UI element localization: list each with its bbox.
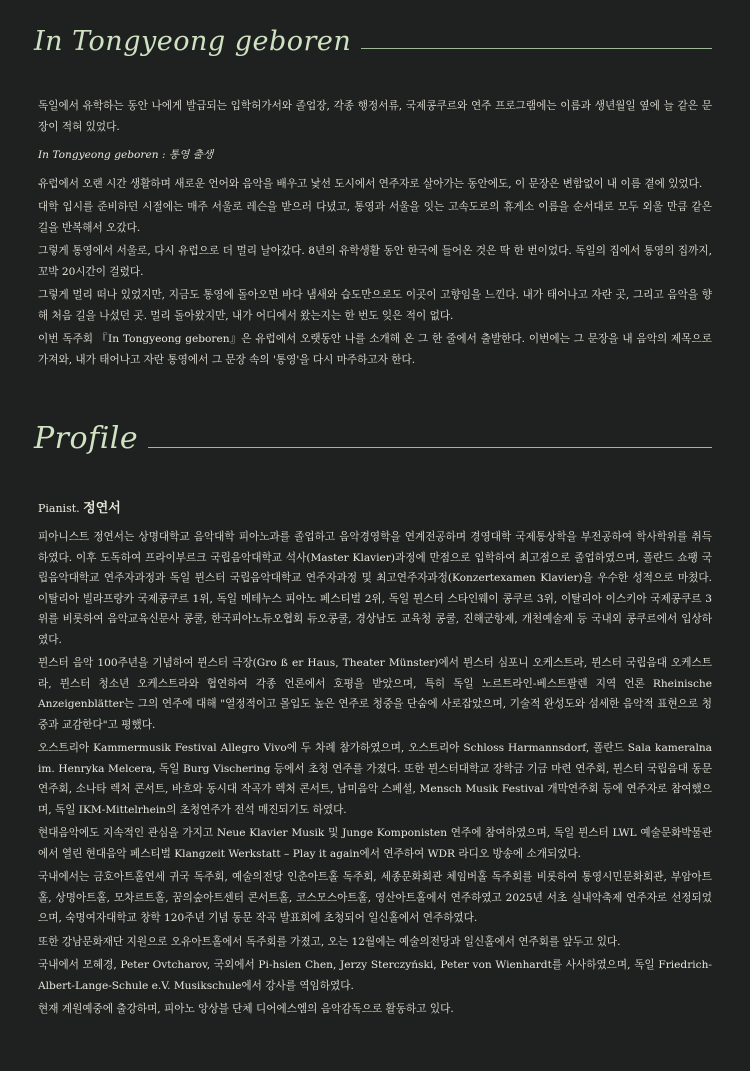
paragraph: 국내에서 모혜경, Peter Ovtcharov, 국외에서 Pi-hsien Chen, Jerzy Sterczyński, Peter von Wienhardt를 사사하였으며, 독일 Friedrich-Albert-Lange-Schule e.V. Musikschule에서 강사를 역임하였다. <box>38 959 712 992</box>
paragraph: 국내에서는 금호아트홀연세 귀국 독주회, 예술의전당 인춘아트홀 독주회, 세종문화회관 체임버홀 독주회를 비롯하여 통영시민문화회관, 부암아트홀, 상명아트홀, 모차르트홀, 꿈의숲아트센터 콘서트홀, 코스모스아트홀, 영산아트홀에서 연주하였고 2025년 서초 실내악축제 연주자로 선정되었으며, 숙명여자대학교 창학 120주년 기념 동문 작곡 발표회에 초청되어 일신홀에서 연주하였다. <box>38 871 712 924</box>
paragraph: 피아니스트 정연서는 상명대학교 음악대학 피아노과를 졸업하고 음악경영학을 연계전공하며 경영대학 국제통상학을 부전공하여 학사학위를 취득하였다. 이후 도독하여 프라이부르크 국립음악대학교 석사(Master Klavier)과정에 만점으로 입학하여 최고점으로 졸업하였으며, 폴란드 쇼팽 국립음악대학교 연주자과정과 독일 뮌스터 국립음악대학교 연주자과정 및 최고연주자과정(Konzertexamen Klavier)을 우수한 성적으로 마쳤다. 이탈리아 빌라프랑카 국제콩쿠르 1위, 독일 메테누스 피아노 페스티벌 2위, 독일 뮌스터 스타인웨이 콩쿠르 3위, 이탈리아 이스키아 국제콩쿠르 3위를 비롯하여 음악교육신문사 콩쿨, 한국피아노듀오협회 듀오콩쿨, 경상남도 교육청 콩쿨, 진해군항제, 개천예술제 등 국내외 콩쿠르에서 입상하였다. <box>38 531 712 646</box>
section-heading-profile <box>34 421 712 456</box>
intro-text <box>38 96 712 373</box>
paragraph: 그렇게 통영에서 서울로, 다시 유럽으로 더 멀리 날아갔다. 8년의 유학생활 동안 한국에 들어온 것은 딱 한 번이었다. 독일의 집에서 통영의 집까지, 꼬박 20시간이 걸렸다. <box>38 245 712 278</box>
paragraph: 오스트리아 Kammermusik Festival Allegro Vivo에 두 차례 참가하였으며, 오스트리아 Schloss Harmannsdorf, 폴란드 Sala kameralna im. Henryka Melcera, 독일 Burg Vischering 등에서 초청 연주를 가졌다. 또한 뮌스터대학교 장학금 기금 마련 연주회, 뮌스터 국립음대 동문연주회, 소나타 렉처 콘서트, 바흐와 동시대 작곡가 렉처 콘서트, 남미음악 스페셜, Mensch Musik Festival 개막연주회 등에 연주자로 참여했으며, 독일 IKM-Mittelrhein의 초청연주가 전석 매진되기도 하였다. <box>38 742 712 816</box>
paragraph: 대학 입시를 준비하던 시절에는 매주 서울로 레슨을 받으러 다녔고, 통영과 서울을 잇는 고속도로의 휴게소 이름을 순서대로 모두 외울 만큼 같은 길을 반복해서 오갔다. <box>38 201 712 234</box>
paragraph: 이번 독주회 『In Tongyeong geboren』은 유럽에서 오랫동안 나를 소개해 온 그 한 줄에서 출발한다. 이번에는 그 문장을 내 음악의 제목으로 가져와, 내가 태어나고 자란 통영에서 그 문장 속의 '통영'을 다시 마주하고자 한다. <box>38 333 712 366</box>
paragraph: 현재 계원예중에 출강하며, 피아노 앙상블 단체 디어에스엠의 음악감독으로 활동하고 있다. <box>38 1003 454 1015</box>
heading-rule <box>148 447 712 448</box>
heading-rule <box>361 48 712 49</box>
paragraph: 그렇게 멀리 떠나 있었지만, 지금도 통영에 돌아오면 바다 냄새와 습도만으로도 이곳이 고향임을 느낀다. 내가 태어나고 자란 곳, 그리고 음악을 향해 처음 길을 나섰던 곳. 멀리 돌아왔지만, 내가 어디에서 왔는지는 한 번도 잊은 적이 없다. <box>38 289 712 322</box>
paragraph: 뮌스터 음악 100주년을 기념하여 뮌스터 극장(Gro ß er Haus, Theater Münster)에서 뮌스터 심포니 오케스트라, 뮌스터 국립음대 오케스트라, 뮌스터 청소년 오케스트라와 협연하여 각종 언론에서 호평을 받았으며, 특히 독일 노르트라인-베스트팔렌 지역 언론 Rheinische Anzeigenblätter는 그의 연주에 대해 "열정적이고 몰입도 높은 연주로 청중을 단숨에 사로잡았으며, 기술적 완성도와 섬세한 음악적 표현으로 청중과 교감한다"고 평했다. <box>38 657 712 731</box>
paragraph: 독일에서 유학하는 동안 나에게 발급되는 입학허가서와 졸업장, 각종 행정서류, 국제콩쿠르와 연주 프로그램에는 이름과 생년월일 옆에 늘 같은 문장이 적혀 있었다. <box>38 100 712 133</box>
paragraph: 유럽에서 오랜 시간 생활하며 새로운 언어와 음악을 배우고 낯선 도시에서 연주자로 살아가는 동안에도, 이 문장은 변함없이 내 이름 곁에 있었다. <box>38 177 703 190</box>
pianist-name: 정연서 <box>83 501 121 516</box>
intro-subtitle: In Tongyeong geboren : 통영 출생 <box>38 149 214 161</box>
section-title: Profile <box>34 421 139 456</box>
paragraph: 현대음악에도 지속적인 관심을 가지고 Neue Klavier Musik 및 Junge Komponisten 연주에 참여하였으며, 독일 뮌스터 LWL 예술문화박물관에서 열린 현대음악 페스티벌 Klangzeit Werkstatt – Play it again에서 연주하여 WDR 라디오 방송에 소개되었다. <box>38 827 712 860</box>
profile-text <box>38 527 712 1023</box>
section-heading-birth <box>34 28 712 55</box>
paragraph: 또한 강남문화재단 지원으로 오유아트홀에서 독주회를 가졌고, 오는 12월에는 예술의전당과 일신홀에서 연주회를 앞두고 있다. <box>38 935 621 948</box>
section-title: In Tongyeong geboren <box>34 26 352 57</box>
pianist-prefix: Pianist. <box>38 502 80 515</box>
pianist-line <box>38 497 121 516</box>
